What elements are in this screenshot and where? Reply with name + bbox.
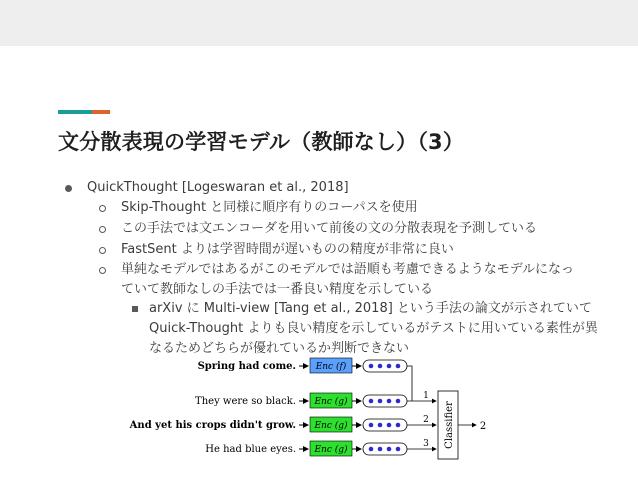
accent-bar-orange <box>92 110 110 114</box>
sentence-label: And yet his crops didn't grow. <box>129 420 296 431</box>
bullet-circle-icon <box>99 226 106 233</box>
accent-bar-teal <box>58 110 92 114</box>
bullet-circle-icon <box>99 247 106 254</box>
quickthought-diagram <box>129 353 500 468</box>
output-label: 2 <box>479 421 487 432</box>
classifier-label: Classifier <box>444 401 455 449</box>
pair-index: 1 <box>423 391 429 401</box>
connector-line <box>407 366 412 401</box>
sub-bullet-continuation: ていて教師なしの手法では一番良い精度を示している <box>121 282 434 297</box>
encoder-label: Enc (g) <box>314 445 348 455</box>
sentence-label: Spring had come. <box>197 361 296 372</box>
sentence-label: He had blue eyes. <box>205 444 296 455</box>
sub-sub-bullet-text: arXiv に Multi-view [Tang et al., 2018] という手法の論文が示されていて <box>149 301 592 316</box>
bullet-dot-icon <box>65 185 72 192</box>
encoder-label: Enc (g) <box>314 397 348 407</box>
bullet-circle-icon <box>99 267 106 274</box>
encoder-label: Enc (g) <box>314 421 348 431</box>
bullet-text: QuickThought [Logeswaran et al., 2018] <box>87 180 349 195</box>
top-bar <box>0 0 638 46</box>
sub-bullet-text: この手法では文エンコーダを用いて前後の文の分散表現を予測している <box>121 221 538 236</box>
sub-bullet-text: FastSent よりは学習時間が遅いものの精度が非常に良い <box>121 242 454 257</box>
bullet-circle-icon <box>99 205 106 212</box>
sentence-label: They were so black. <box>195 396 296 407</box>
pair-index: 3 <box>423 439 429 449</box>
sub-bullet-text: 単純なモデルではあるがこのモデルでは語順も考慮できるようなモデルになっ <box>121 262 575 277</box>
sub-sub-bullet-continuation: Quick-Thought よりも良い精度を示しているがテストに用いている素性が異 <box>149 321 598 336</box>
sub-bullet-text: Skip-Thought と同様に順序有りのコーパスを使用 <box>121 200 418 215</box>
slide-title: 文分散表現の学習モデル（教師なし）（3） <box>58 130 465 154</box>
pair-index: 2 <box>423 415 429 425</box>
sub-sub-bullet-continuation: なるためどちらが優れているか判断できない <box>149 341 410 356</box>
encoder-label: Enc (f) <box>315 362 347 372</box>
bullet-square-icon <box>132 306 138 312</box>
